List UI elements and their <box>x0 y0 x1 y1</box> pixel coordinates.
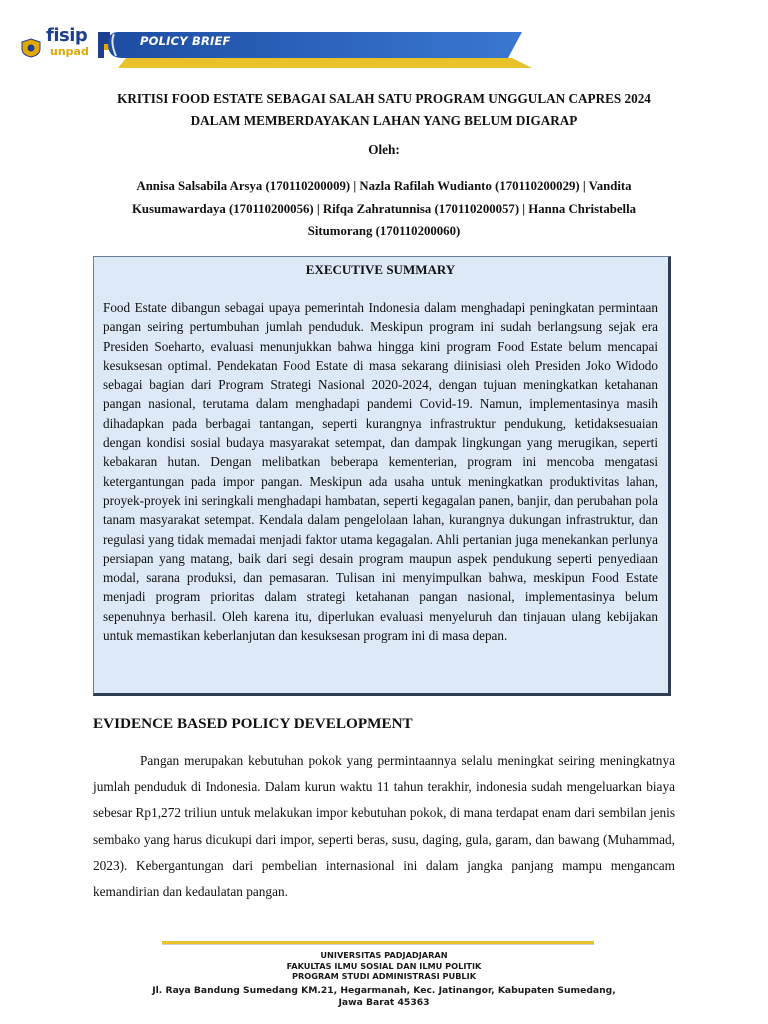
footer-program: PROGRAM STUDI ADMINISTRASI PUBLIK <box>291 971 477 981</box>
title-line: KRITISI FOOD ESTATE SEBAGAI SALAH SATU PROGRAM UNGGULAN CAPRES 2024 <box>117 91 651 106</box>
banner-label: POLICY BRIEF <box>140 34 231 48</box>
footer-faculty: FAKULTAS ILMU SOSIAL DAN ILMU POLITIK <box>286 960 482 971</box>
document-title <box>80 88 688 132</box>
page-header <box>0 22 768 72</box>
executive-summary-text: Food Estate dibangun sebagai upaya pemerintah Indonesia dalam menghadapi peningkatan permintaan pangan seiring pertumbuhan jumlah penduduk. Meskipun program ini sudah berlangsung sejak era Presiden Soeharto, evaluasi menunjukkan bahwa hingga kini program Food Estate belum mencapai kesuksesan optimal. Pendekatan Food Estate di masa sekarang diinisiasi oleh Presiden Joko Widodo sebagai bagian dari Program Strategi Nasional 2020-2024, dengan tujuan meningkatkan ketahanan pangan nasional, terutama dalam menghadapi pandemi Covid-19. Namun, implementasinya masih dihadapkan pada berbagai tantangan, seperti kurangnya infrastruktur pendukung, ketidaksesuaian dengan kondisi sosial budaya masyarakat setempat, dan dampak lingkungan yang merugikan, seperti kebakaran hutan. Dengan melibatkan beberapa kementerian, program ini mencoba mengatasi ketergantungan pada impor pangan. Meskipun ada usaha untuk meningkatkan produktivitas lahan, proyek-proyek ini seringkali menghadapi hambatan, seperti kegagalan panen, banjir, dan perubahan pola tanam masyarakat setempat. Kendala dalam pengelolaan lahan, kurangnya dukungan infrastruktur, dan regulasi yang tidak memadai menjadi faktor utama kegagalan. Ahli pertanian juga menekankan perlunya persiapan yang matang, baik dari segi desain program maupun aspek pendukung seperti penyediaan modal, sarana produksi, dan pemasaran. Tulisan ini menyimpulkan bahwa, meskipun Food Estate menjadi program prioritas dalam strategi ketahanan pangan nasional, implementasinya belum sepenuhnya berhasil. Oleh karena itu, diperlukan evaluasi menyeluruh dan tinjauan ulang kebijakan untuk memastikan keberlanjutan dan kesuksesan program ini di masa depan. <box>103 300 658 644</box>
author-list <box>92 175 676 243</box>
author-line: Kusumawardaya (170110200056) | Rifqa Zahratunnisa (170110200057) | Hanna Christabella <box>131 201 637 216</box>
title-line: DALAM MEMBERDAYAKAN LAHAN YANG BELUM DIGARAP <box>190 113 578 128</box>
footer-address: Jl. Raya Bandung Sumedang KM.21, Hegarmanah, Kec. Jatinangor, Kabupaten Sumedang, <box>152 984 616 996</box>
author-line: Annisa Salsabila Arsya (170110200009) | Nazla Rafilah Wudianto (170110200029) | Vandita <box>136 179 632 193</box>
university-seal-icon <box>20 38 42 58</box>
executive-summary-heading: EXECUTIVE SUMMARY <box>305 262 456 277</box>
author-line: Situmorang (170110200060) <box>307 224 461 238</box>
footer-university: UNIVERSITAS PADJADJARAN <box>320 950 448 960</box>
page-footer <box>100 950 668 1010</box>
footer-address-line2: Jawa Barat 45363 <box>338 997 430 1008</box>
executive-summary-box <box>93 256 671 696</box>
footer-divider-shadow <box>162 944 594 945</box>
section-heading: EVIDENCE BASED POLICY DEVELOPMENT <box>93 715 413 732</box>
logo-wordmark: fisip <box>46 25 88 46</box>
body-paragraph: Pangan merupakan kebutuhan pokok yang permintaannya selalu meningkat seiring meningkatnya jumlah penduduk di Indonesia. Dalam kurun waktu 11 tahun terakhir, indonesia sudah mengeluarkan biaya sebesar Rp1,272 triliun untuk melakukan impor kebutuhan pokok, di mana terdapat enam dari sembilan jenis sembako yang harus dicukupi dari impor, seperti beras, susu, daging, gula, garam, dan bawang (Muhammad, 2023). Kebergantungan dari pembelian internasional ini dalam jangka panjang mampu mengancam kemandirian dan kedaulatan pangan. <box>93 753 675 900</box>
byline: Oleh: <box>368 142 400 157</box>
fisip-unpad-logo <box>20 26 118 66</box>
logo-subtext: unpad <box>50 45 89 58</box>
